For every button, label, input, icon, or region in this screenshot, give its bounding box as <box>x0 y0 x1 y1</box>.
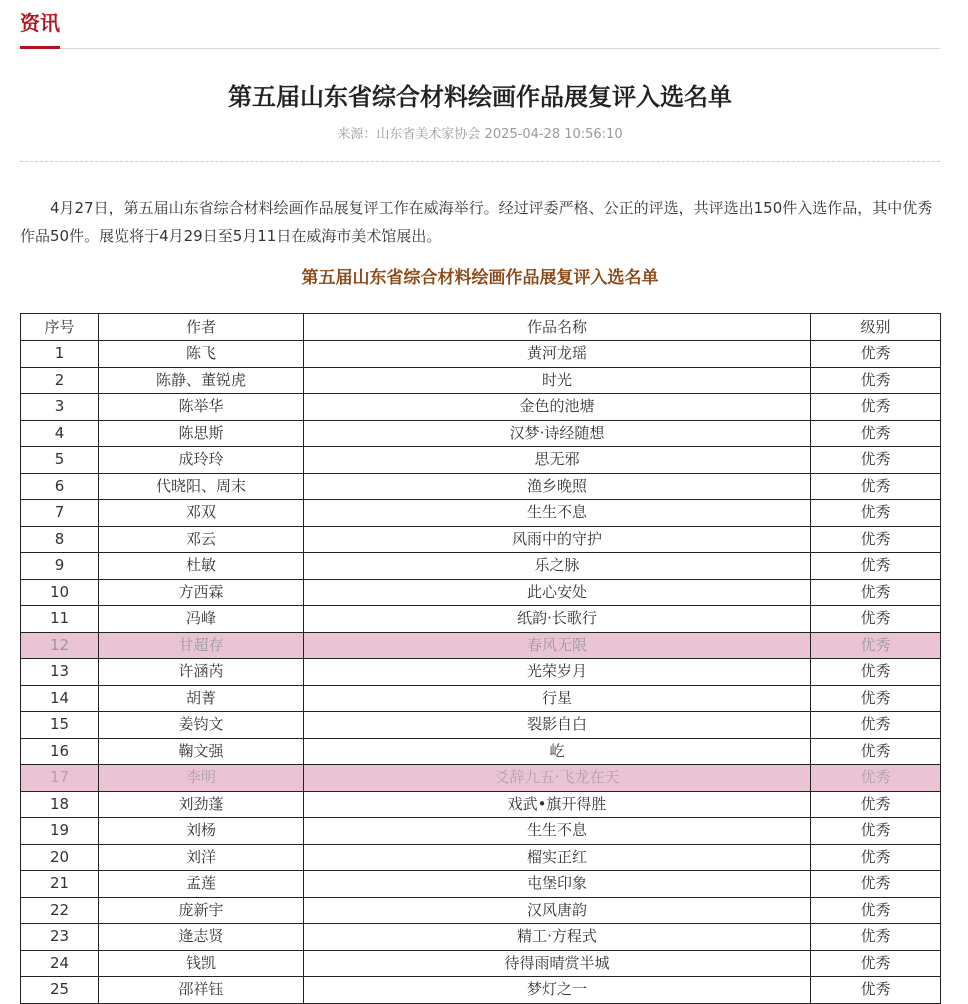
row-work: 戏武•旗开得胜 <box>304 791 811 818</box>
header-no: 序号 <box>21 314 99 341</box>
row-level: 优秀 <box>811 500 941 527</box>
row-no: 2 <box>21 367 99 394</box>
table-row <box>21 897 941 924</box>
row-work: 生生不息 <box>304 818 811 845</box>
table-row <box>21 526 941 553</box>
row-level: 优秀 <box>811 765 941 792</box>
row-no: 12 <box>21 632 99 659</box>
row-work: 纸韵·长歌行 <box>304 606 811 633</box>
row-level: 优秀 <box>811 473 941 500</box>
table-row <box>21 844 941 871</box>
table-row <box>21 367 941 394</box>
row-no: 25 <box>21 977 99 1004</box>
table-row <box>21 473 941 500</box>
row-no: 24 <box>21 950 99 977</box>
row-author: 邓双 <box>99 500 304 527</box>
table-row <box>21 818 941 845</box>
row-level: 优秀 <box>811 420 941 447</box>
table-row <box>21 950 941 977</box>
row-author: 许涵芮 <box>99 659 304 686</box>
row-no: 10 <box>21 579 99 606</box>
row-author: 姜钧文 <box>99 712 304 739</box>
row-no: 8 <box>21 526 99 553</box>
table-row <box>21 447 941 474</box>
table-row <box>21 871 941 898</box>
row-level: 优秀 <box>811 871 941 898</box>
row-work: 汉梦·诗经随想 <box>304 420 811 447</box>
row-work: 精工·方程式 <box>304 924 811 951</box>
row-level: 优秀 <box>811 447 941 474</box>
row-work: 行星 <box>304 685 811 712</box>
row-work: 汉风唐韵 <box>304 897 811 924</box>
row-level: 优秀 <box>811 606 941 633</box>
row-level: 优秀 <box>811 897 941 924</box>
row-level: 优秀 <box>811 579 941 606</box>
row-work: 待得雨晴赏半城 <box>304 950 811 977</box>
row-level: 优秀 <box>811 791 941 818</box>
row-work: 春风无限 <box>304 632 811 659</box>
row-no: 7 <box>21 500 99 527</box>
row-author: 孟莲 <box>99 871 304 898</box>
table-row <box>21 685 941 712</box>
row-work: 榴实正红 <box>304 844 811 871</box>
table-row <box>21 420 941 447</box>
row-author: 胡菁 <box>99 685 304 712</box>
row-no: 5 <box>21 447 99 474</box>
section-header <box>20 0 940 49</box>
header-work: 作品名称 <box>304 314 811 341</box>
row-author: 邓云 <box>99 526 304 553</box>
row-work: 生生不息 <box>304 500 811 527</box>
row-work: 金色的池塘 <box>304 394 811 421</box>
row-author: 成玲玲 <box>99 447 304 474</box>
row-author: 冯峰 <box>99 606 304 633</box>
row-no: 16 <box>21 738 99 765</box>
selection-table <box>20 313 941 1004</box>
row-no: 18 <box>21 791 99 818</box>
row-level: 优秀 <box>811 659 941 686</box>
table-row <box>21 977 941 1004</box>
row-level: 优秀 <box>811 553 941 580</box>
row-work: 渔乡晚照 <box>304 473 811 500</box>
table-row <box>21 791 941 818</box>
row-work: 光荣岁月 <box>304 659 811 686</box>
row-author: 陈举华 <box>99 394 304 421</box>
row-work: 梦灯之一 <box>304 977 811 1004</box>
row-no: 15 <box>21 712 99 739</box>
table-row <box>21 659 941 686</box>
row-work: 屹 <box>304 738 811 765</box>
row-author: 李明 <box>99 765 304 792</box>
header-level: 级别 <box>811 314 941 341</box>
row-no: 19 <box>21 818 99 845</box>
table-row <box>21 579 941 606</box>
row-level: 优秀 <box>811 526 941 553</box>
row-author: 方西霖 <box>99 579 304 606</box>
row-level: 优秀 <box>811 977 941 1004</box>
row-level: 优秀 <box>811 685 941 712</box>
row-level: 优秀 <box>811 712 941 739</box>
row-author: 刘劲蓬 <box>99 791 304 818</box>
row-level: 优秀 <box>811 394 941 421</box>
source-label: 来源： <box>337 127 377 142</box>
row-work: 思无邪 <box>304 447 811 474</box>
row-no: 3 <box>21 394 99 421</box>
table-row <box>21 341 941 368</box>
table-row <box>21 553 941 580</box>
article-title: 第五届山东省综合材料绘画作品展复评入选名单 <box>228 83 732 111</box>
row-no: 4 <box>21 420 99 447</box>
table-row <box>21 394 941 421</box>
header-author: 作者 <box>99 314 304 341</box>
table-body <box>21 341 941 1004</box>
row-no: 22 <box>21 897 99 924</box>
row-author: 刘洋 <box>99 844 304 871</box>
row-level: 优秀 <box>811 950 941 977</box>
row-author: 陈静、董锐虎 <box>99 367 304 394</box>
row-work: 黄河龙瑶 <box>304 341 811 368</box>
table-row <box>21 632 941 659</box>
article-intro: 4月27日，第五届山东省综合材料绘画作品展复评工作在威海举行。经过评委严格、公正的评选，共评选出150件入选作品，其中优秀作品50件。展览将于4月29日至5月11日在威海市美术馆展出。 <box>20 199 933 245</box>
row-level: 优秀 <box>811 367 941 394</box>
row-work: 风雨中的守护 <box>304 526 811 553</box>
article-meta <box>20 124 940 146</box>
row-no: 17 <box>21 765 99 792</box>
row-author: 刘杨 <box>99 818 304 845</box>
row-no: 13 <box>21 659 99 686</box>
row-work: 时光 <box>304 367 811 394</box>
source-name: 山东省美术家协会 <box>376 127 481 142</box>
section-title[interactable]: 资讯 <box>20 8 60 49</box>
table-row <box>21 765 941 792</box>
row-no: 21 <box>21 871 99 898</box>
row-no: 14 <box>21 685 99 712</box>
row-author: 钱凯 <box>99 950 304 977</box>
row-level: 优秀 <box>811 738 941 765</box>
table-row <box>21 712 941 739</box>
row-no: 11 <box>21 606 99 633</box>
row-work: 屯堡印象 <box>304 871 811 898</box>
row-work: 爻辞九五·飞龙在天 <box>304 765 811 792</box>
row-level: 优秀 <box>811 924 941 951</box>
row-author: 代晓阳、周末 <box>99 473 304 500</box>
meta-divider <box>20 161 940 162</box>
row-no: 20 <box>21 844 99 871</box>
row-work: 此心安处 <box>304 579 811 606</box>
list-title: 第五届山东省综合材料绘画作品展复评入选名单 <box>301 268 659 288</box>
row-no: 1 <box>21 341 99 368</box>
table-row <box>21 924 941 951</box>
row-author: 逄志贤 <box>99 924 304 951</box>
row-level: 优秀 <box>811 341 941 368</box>
row-no: 9 <box>21 553 99 580</box>
row-no: 6 <box>21 473 99 500</box>
row-level: 优秀 <box>811 818 941 845</box>
row-work: 乐之脉 <box>304 553 811 580</box>
table-row <box>21 738 941 765</box>
row-author: 庞新宇 <box>99 897 304 924</box>
row-author: 陈飞 <box>99 341 304 368</box>
row-no: 23 <box>21 924 99 951</box>
row-work: 裂影自白 <box>304 712 811 739</box>
row-author: 鞠文强 <box>99 738 304 765</box>
row-author: 杜敏 <box>99 553 304 580</box>
row-level: 优秀 <box>811 844 941 871</box>
row-author: 陈思斯 <box>99 420 304 447</box>
publish-datetime: 2025-04-28 10:56:10 <box>484 127 623 142</box>
table-header-row <box>21 314 941 341</box>
table-row <box>21 606 941 633</box>
row-author: 甘超存 <box>99 632 304 659</box>
row-author: 邵祥钰 <box>99 977 304 1004</box>
row-level: 优秀 <box>811 632 941 659</box>
table-row <box>21 500 941 527</box>
